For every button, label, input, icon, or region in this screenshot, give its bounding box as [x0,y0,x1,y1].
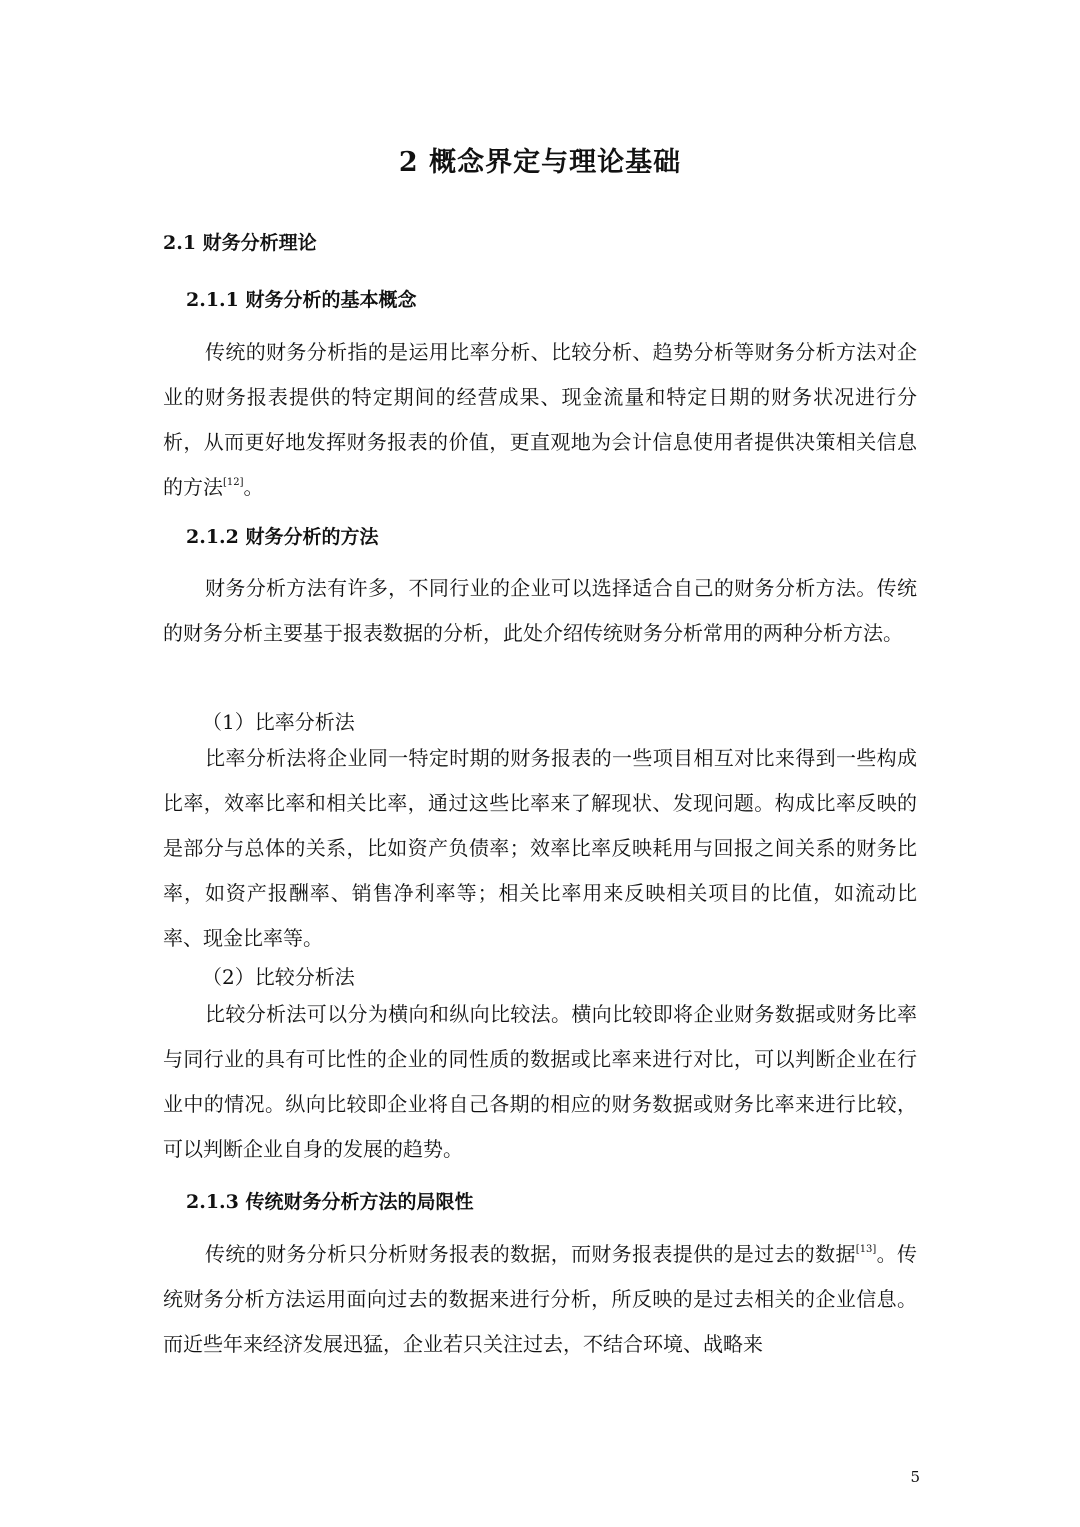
paragraph-methods-intro: 财务分析方法有许多，不同行业的企业可以选择适合自己的财务分析方法。传统的财务分析主要基于报表数据的分析，此处介绍传统财务分析常用的两种分析方法。 [163,576,917,645]
paragraph-ratio-analysis: 比率分析法将企业同一特定时期的财务报表的一些项目相互对比来得到一些构成比率，效率比率和相关比率，通过这些比率来了解现状、发现问题。构成比率反映的是部分与总体的关系，比如资产负债率；效率比率反映耗用与回报之间关系的财务比率，如资产报酬率、销售净利率等；相关比率用来反映相关项目的比值，如流动比率、现金比率等。 [163,746,917,950]
paragraph-limitations [163,1232,917,1367]
section-heading-2-1: 2.1 财务分析理论 [163,232,317,254]
citation-12: [12] [223,477,244,488]
paragraph-text-rest: 。传统财务分析方法运用面向过去的数据来进行分析，所反映的是过去相关的企业信息。而近些年来经济发展迅猛，企业若只关注过去，不结合环境、战略来 [163,1242,918,1356]
section-heading-2-1-2: 2.1.2 财务分析的方法 [186,526,379,548]
paragraph-text-start: 传统的财务分析只分析财务报表的数据，而财务报表提供的是过去的数据 [205,1242,856,1266]
chapter-title: 2 概念界定与理论基础 [398,147,682,178]
paragraph-comparative-analysis: 比较分析法可以分为横向和纵向比较法。横向比较即将企业财务数据或财务比率与同行业的具有可比性的企业的同性质的数据或比率来进行对比，可以判断企业在行业中的情况。纵向比较即企业将自己各期的相应的财务数据或财务比率来进行比较，可以判断企业自身的发展的趋势。 [163,1002,917,1161]
paragraph-text: 传统的财务分析指的是运用比率分析、比较分析、趋势分析等财务分析方法对企业的财务报表提供的特定期间的经营成果、现金流量和特定日期的财务状况进行分析，从而更好地发挥财务报表的价值，更直观地为会计信息使用者提供决策相关信息的方法 [163,340,917,499]
item-label-ratio-analysis: （1）比率分析法 [202,710,355,734]
paragraph-end: 。 [243,475,264,499]
page-number: 5 [910,1468,920,1486]
section-heading-2-1-1: 2.1.1 财务分析的基本概念 [186,289,417,311]
item-label-comparative-analysis: （2）比较分析法 [202,965,355,989]
citation-13: [13] [855,1244,877,1255]
section-heading-2-1-3: 2.1.3 传统财务分析方法的局限性 [186,1191,474,1213]
paragraph-basic-concept [163,330,917,510]
